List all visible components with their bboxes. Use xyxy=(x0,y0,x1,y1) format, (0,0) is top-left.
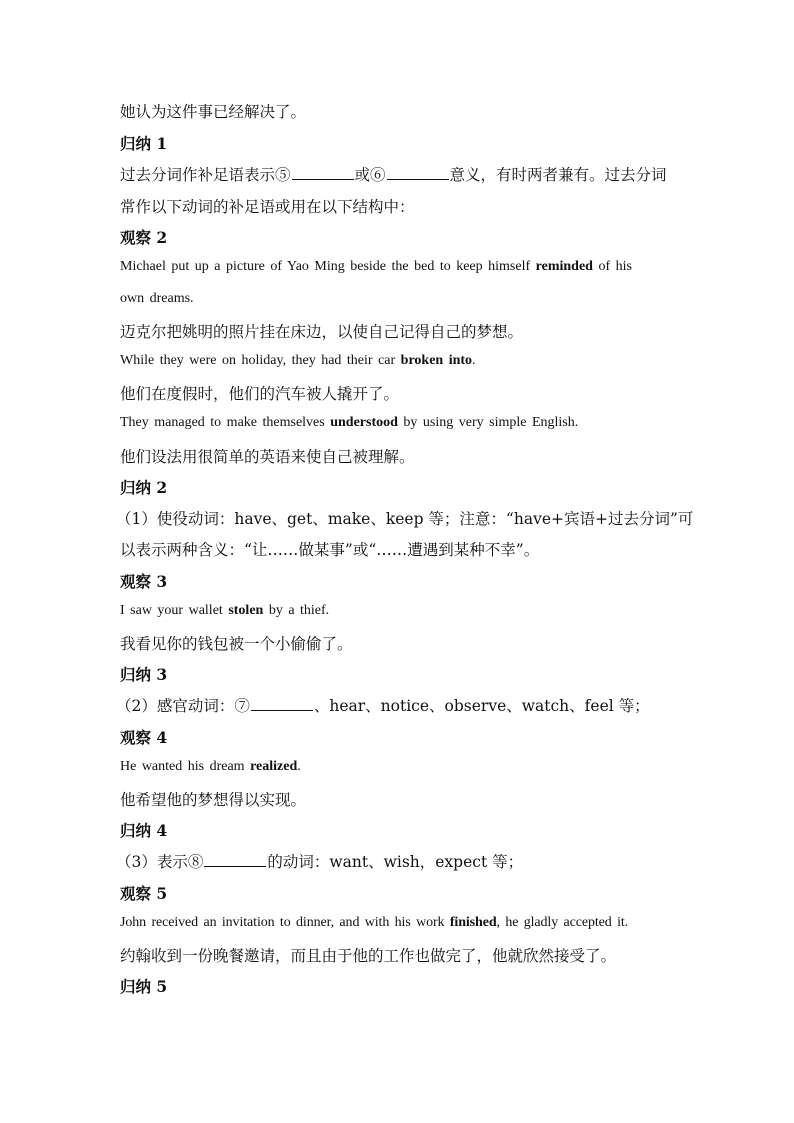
bold-term: broken into xyxy=(400,353,473,368)
section-heading: 归纳 1 xyxy=(120,134,168,153)
text-segment: While they were on holiday, they had their car xyxy=(120,353,401,368)
text-segment: Michael put up a picture of Yao Ming beside the bed to keep himself xyxy=(120,259,536,274)
section-heading: 观察 3 xyxy=(120,572,168,591)
blank-7[interactable] xyxy=(251,698,313,711)
blank-6[interactable] xyxy=(387,167,449,180)
bold-term: realized xyxy=(250,759,298,774)
chinese-translation: 迈克尔把姚明的照片挂在床边，以使自己记得自己的梦想。 xyxy=(120,323,524,341)
text-segment: by a thief. xyxy=(263,603,330,618)
text-segment: . xyxy=(472,353,476,368)
section-heading: 归纳 3 xyxy=(120,665,168,684)
english-example xyxy=(120,915,628,931)
text-segment: 意义，有时两者兼有。过去分词 xyxy=(449,166,667,184)
text-segment: 或⑥ xyxy=(354,166,386,184)
text-segment: （2）感官动词：⑦ xyxy=(116,697,250,715)
bold-term: understood xyxy=(330,415,398,430)
text-segment: I saw your wallet xyxy=(120,603,229,618)
chinese-translation: 约翰收到一份晚餐邀请，而且由于他的工作也做完了，他就欣然接受了。 xyxy=(120,947,617,965)
text-segment: . xyxy=(297,759,301,774)
section-heading: 观察 4 xyxy=(120,728,168,747)
text-segment: （3）表示⑧ xyxy=(116,853,204,871)
text-segment: , he gladly accepted it. xyxy=(496,915,629,930)
bold-term: reminded xyxy=(535,259,593,274)
summary-line: 以表示两种含义：“让……做某事”或“……遭遇到某种不幸”。 xyxy=(120,541,540,559)
english-example xyxy=(120,759,301,775)
english-example xyxy=(120,603,329,619)
section-heading: 归纳 5 xyxy=(120,977,168,996)
blank-8[interactable] xyxy=(204,854,266,867)
section-heading: 归纳 4 xyxy=(120,821,168,840)
summary-line xyxy=(116,850,523,872)
summary-line xyxy=(120,163,667,185)
text-segment: 、hear、notice、observe、watch、feel 等； xyxy=(313,697,650,715)
text-segment: 的动词：want、wish，expect 等； xyxy=(267,853,524,871)
summary-line xyxy=(116,694,650,716)
chinese-translation: 我看见你的钱包被一个小偷偷了。 xyxy=(120,635,353,653)
text-segment: John received an invitation to dinner, and with his work xyxy=(120,915,450,930)
text-segment: 过去分词作补足语表示⑤ xyxy=(120,166,291,184)
blank-5[interactable] xyxy=(292,167,354,180)
english-example xyxy=(120,259,632,275)
section-heading: 观察 2 xyxy=(120,228,168,247)
chinese-translation: 他希望他的梦想得以实现。 xyxy=(120,791,307,809)
text-segment: They managed to make themselves xyxy=(120,415,331,430)
text-segment: He wanted his dream xyxy=(120,759,251,774)
english-example xyxy=(120,415,578,431)
summary-line: 常作以下动词的补足语或用在以下结构中： xyxy=(120,198,415,216)
section-heading: 观察 5 xyxy=(120,884,168,903)
english-example: own dreams. xyxy=(120,291,194,306)
bold-term: stolen xyxy=(228,603,264,618)
chinese-translation: 他们在度假时，他们的汽车被人撬开了。 xyxy=(120,385,400,403)
chinese-line: 她认为这件事已经解决了。 xyxy=(120,103,307,121)
bold-term: finished xyxy=(449,915,497,930)
text-segment: of his xyxy=(592,259,632,274)
english-example xyxy=(120,353,476,369)
text-segment: by using very simple English. xyxy=(397,415,579,430)
section-heading: 归纳 2 xyxy=(120,478,168,497)
chinese-translation: 他们设法用很简单的英语来使自己被理解。 xyxy=(120,448,415,466)
summary-line: （1）使役动词：have、get、make、keep 等；注意：“have+宾语+过去分词”可 xyxy=(116,510,694,528)
